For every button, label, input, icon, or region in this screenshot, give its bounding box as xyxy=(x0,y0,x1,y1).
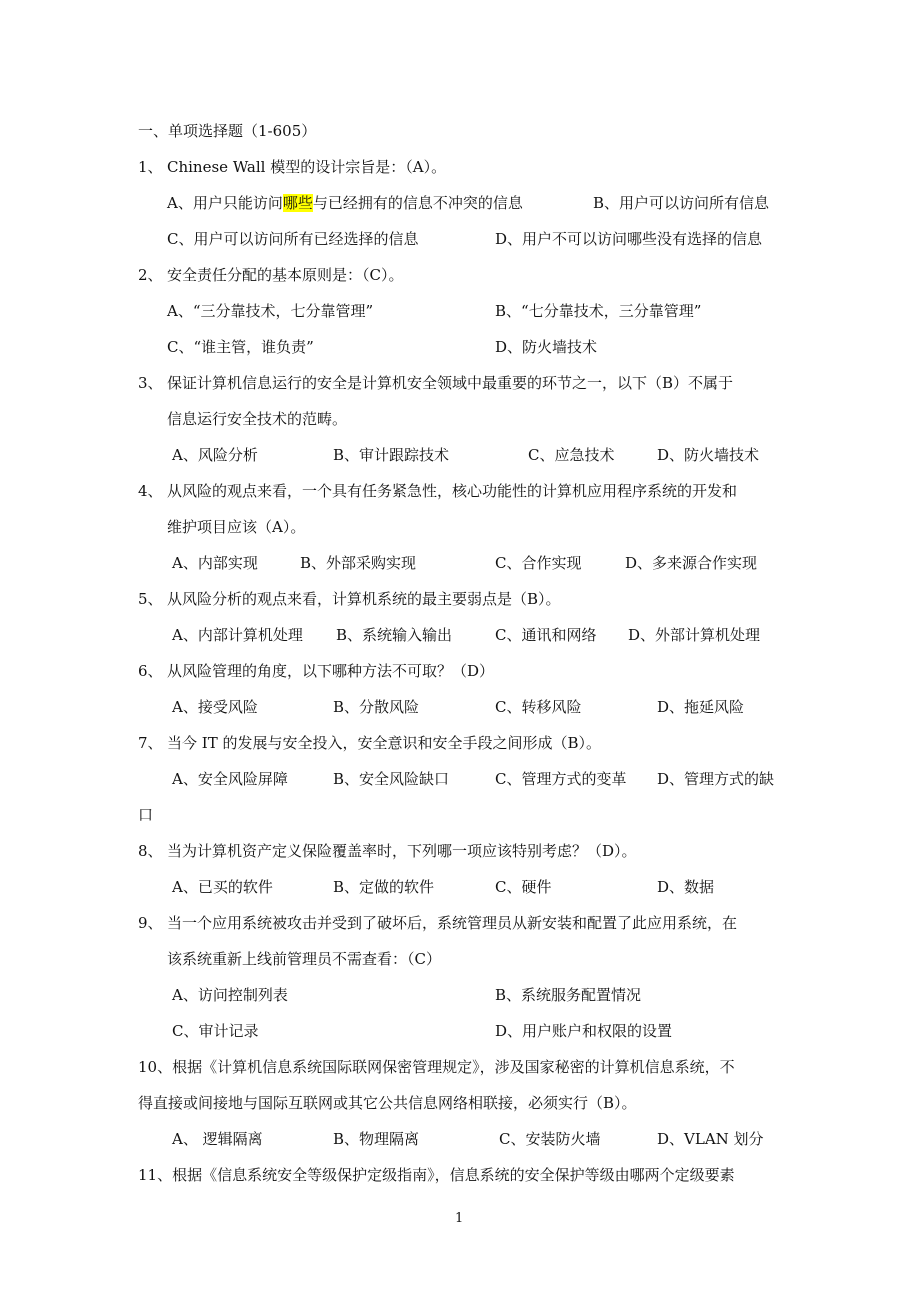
option-c: C、合作实现 xyxy=(495,554,582,572)
option-d: D、多来源合作实现 xyxy=(625,554,758,572)
option-d: D、用户不可以访问哪些没有选择的信息 xyxy=(495,230,763,248)
question-text-cont: 得直接或间接地与国际互联网或其它公共信息网络相联接，必须实行（B）。 xyxy=(138,1094,637,1112)
question-text-cont: 维护项目应该（A）。 xyxy=(167,518,306,536)
option-b: B、审计跟踪技术 xyxy=(333,446,450,464)
option-d: D、数据 xyxy=(657,878,715,896)
option-d: D、VLAN 划分 xyxy=(657,1130,764,1148)
option-a: A、内部实现 xyxy=(172,554,258,572)
question-text: 从风险管理的角度，以下哪种方法不可取？（D） xyxy=(167,662,495,680)
option-b: B、用户可以访问所有信息 xyxy=(593,194,770,212)
option-a: A、已买的软件 xyxy=(172,878,273,896)
option-d: D、防火墙技术 xyxy=(495,338,598,356)
option-a: A、风险分析 xyxy=(172,446,258,464)
question-text-cont: 信息运行安全技术的范畴。 xyxy=(167,410,348,428)
option-c: C、管理方式的变革 xyxy=(495,770,627,788)
option-d: D、防火墙技术 xyxy=(657,446,760,464)
question-number: 3、 xyxy=(138,374,163,392)
question-number: 1、 xyxy=(138,158,163,176)
question-number: 9、 xyxy=(138,914,163,932)
option-a: A、 逻辑隔离 xyxy=(172,1130,263,1148)
section-heading: 一、单项选择题（1-605） xyxy=(138,122,317,140)
highlighted-text: 哪些 xyxy=(282,194,313,212)
option-b: B、“七分靠技术，三分靠管理” xyxy=(495,302,702,320)
option-a: A、安全风险屏障 xyxy=(172,770,288,788)
option-c: C、转移风险 xyxy=(495,698,582,716)
option-b: B、系统输入输出 xyxy=(336,626,453,644)
question-text: 从风险的观点来看，一个具有任务紧急性，核心功能性的计算机应用程序系统的开发和 xyxy=(167,482,738,500)
option-c: C、安装防火墙 xyxy=(499,1130,601,1148)
page-number: 1 xyxy=(455,1211,464,1226)
question-text: 当为计算机资产定义保险覆盖率时，下列哪一项应该特别考虑？（D）。 xyxy=(167,842,637,860)
option-b: B、外部采购实现 xyxy=(300,554,417,572)
option-b: B、分散风险 xyxy=(333,698,420,716)
option-b: B、物理隔离 xyxy=(333,1130,420,1148)
option-a xyxy=(167,193,523,213)
option-a-post: 与已经拥有的信息不冲突的信息 xyxy=(312,194,523,212)
option-d: D、用户账户和权限的设置 xyxy=(495,1022,673,1040)
option-a: A、接受风险 xyxy=(172,698,258,716)
option-d: D、拖延风险 xyxy=(657,698,745,716)
option-a: A、内部计算机处理 xyxy=(172,626,303,644)
option-b: B、定做的软件 xyxy=(333,878,435,896)
question-text-cont: 该系统重新上线前管理员不需查看：（C） xyxy=(167,950,441,968)
option-c: C、硬件 xyxy=(495,878,552,896)
option-c: C、用户可以访问所有已经选择的信息 xyxy=(167,230,419,248)
option-a-pre: A、用户只能访问 xyxy=(167,194,283,212)
question-number: 7、 xyxy=(138,734,163,752)
question-text: 保证计算机信息运行的安全是计算机安全领域中最重要的环节之一，以下（B）不属于 xyxy=(167,374,734,392)
question-text: 当今 IT 的发展与安全投入，安全意识和安全手段之间形成（B）。 xyxy=(167,734,601,752)
option-d: D、外部计算机处理 xyxy=(628,626,761,644)
option-b: B、系统服务配置情况 xyxy=(495,986,642,1004)
option-c: C、应急技术 xyxy=(528,446,615,464)
question-number: 5、 xyxy=(138,590,163,608)
question-number: 4、 xyxy=(138,482,163,500)
question-text: 当一个应用系统被攻击并受到了破坏后，系统管理员从新安装和配置了此应用系统，在 xyxy=(167,914,738,932)
option-c: C、审计记录 xyxy=(172,1022,259,1040)
option-c: C、“谁主管，谁负责” xyxy=(167,338,314,356)
question-text: 10、根据《计算机信息系统国际联网保密管理规定》，涉及国家秘密的计算机信息系统，不 xyxy=(138,1058,735,1076)
option-d: D、管理方式的缺 xyxy=(657,770,775,788)
question-number: 8、 xyxy=(138,842,163,860)
option-d-cont: 口 xyxy=(138,806,154,824)
option-b: B、安全风险缺口 xyxy=(333,770,450,788)
question-text: Chinese Wall 模型的设计宗旨是：（A）。 xyxy=(167,158,447,176)
option-a: A、访问控制列表 xyxy=(172,986,288,1004)
question-text: 从风险分析的观点来看，计算机系统的最主要弱点是（B）。 xyxy=(167,590,561,608)
question-number: 2、 xyxy=(138,266,163,284)
question-number: 6、 xyxy=(138,662,163,680)
option-c: C、通讯和网络 xyxy=(495,626,597,644)
question-text: 11、根据《信息系统安全等级保护定级指南》，信息系统的安全保护等级由哪两个定级要素 xyxy=(138,1166,735,1184)
question-text: 安全责任分配的基本原则是：（C）。 xyxy=(167,266,404,284)
option-a: A、“三分靠技术，七分靠管理” xyxy=(167,302,374,320)
